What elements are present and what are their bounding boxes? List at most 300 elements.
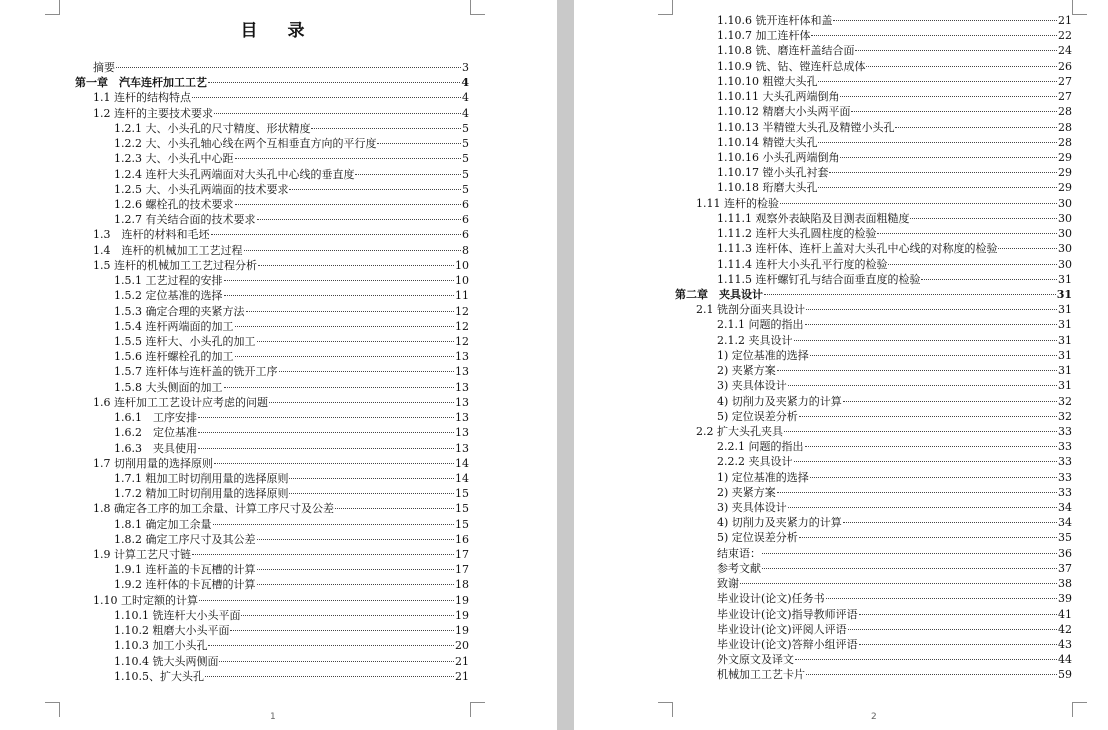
toc-entry-label: 1.11.5 连杆螺钉孔与结合面垂直度的检验 bbox=[717, 272, 921, 286]
toc-entry-page: 11 bbox=[455, 289, 469, 303]
toc-entry-label: 1.5.2 定位基准的选择 bbox=[114, 289, 223, 303]
toc-entry-label: 毕业设计(论文)答辩小组评语 bbox=[717, 638, 858, 652]
toc-entry-page: 4 bbox=[462, 106, 469, 120]
toc-entry-page: 36 bbox=[1058, 546, 1072, 560]
crop-mark bbox=[470, 0, 485, 15]
toc-entry-label: 毕业设计(论文)评阅人评语 bbox=[717, 622, 847, 636]
crop-mark bbox=[658, 702, 673, 717]
dot-leader bbox=[214, 463, 454, 464]
dot-leader bbox=[805, 324, 1058, 325]
dot-leader bbox=[199, 600, 454, 601]
toc-entry[interactable] bbox=[717, 211, 1072, 226]
toc-entry-label: 1.10 工时定额的计算 bbox=[93, 593, 198, 607]
toc-entry-page: 31 bbox=[1058, 303, 1072, 317]
toc-entry-page: 13 bbox=[455, 411, 469, 425]
dot-leader bbox=[289, 478, 454, 479]
toc-entry-label: 1.5.3 确定合理的夹紧方法 bbox=[114, 304, 245, 318]
toc-entry[interactable] bbox=[717, 333, 1072, 348]
toc-entry-page: 31 bbox=[1058, 364, 1072, 378]
dot-leader bbox=[818, 81, 1057, 82]
dot-leader bbox=[855, 50, 1057, 51]
toc-entry-label: 1.8.1 确定加工余量 bbox=[114, 517, 212, 531]
dot-leader bbox=[235, 326, 455, 327]
dot-leader bbox=[810, 355, 1057, 356]
toc-entry-page: 4 bbox=[461, 76, 469, 90]
toc-entry[interactable] bbox=[675, 287, 1072, 302]
toc-entry[interactable] bbox=[717, 409, 1072, 424]
dot-leader bbox=[811, 35, 1057, 36]
crop-mark bbox=[1072, 702, 1087, 717]
toc-entry[interactable] bbox=[93, 456, 469, 471]
toc-entry-page: 33 bbox=[1058, 424, 1072, 438]
dot-leader bbox=[794, 461, 1058, 462]
toc-entry-page: 33 bbox=[1058, 470, 1072, 484]
toc-entry-page: 4 bbox=[462, 91, 469, 105]
toc-entry-page: 8 bbox=[462, 243, 469, 257]
toc-entry[interactable] bbox=[114, 410, 469, 425]
toc-entry[interactable] bbox=[717, 28, 1072, 43]
toc-entry-label: 1.10.9 铣、钻、镗连杆总成体 bbox=[717, 59, 866, 73]
document-page-2 bbox=[574, 0, 1108, 730]
toc-entry-page: 15 bbox=[455, 487, 469, 501]
dot-leader bbox=[777, 492, 1057, 493]
toc-entry[interactable] bbox=[717, 576, 1072, 591]
toc-entry-page: 33 bbox=[1058, 455, 1072, 469]
dot-leader bbox=[799, 416, 1057, 417]
toc-entry[interactable] bbox=[114, 486, 469, 501]
toc-entry-page: 30 bbox=[1058, 227, 1072, 241]
toc-entry-label: 1.2.6 螺栓孔的技术要求 bbox=[114, 197, 234, 211]
toc-entry-label: 1.6.3 夹具使用 bbox=[114, 441, 197, 455]
dot-leader bbox=[764, 294, 1056, 295]
toc-entry[interactable] bbox=[717, 454, 1072, 469]
toc-entry-label: 1.1 连杆的结构特点 bbox=[93, 91, 191, 105]
toc-entry[interactable] bbox=[93, 106, 469, 121]
toc-entry[interactable] bbox=[114, 471, 469, 486]
dot-leader bbox=[851, 111, 1057, 112]
toc-entry[interactable] bbox=[696, 302, 1072, 317]
toc-entry[interactable] bbox=[717, 120, 1072, 135]
toc-entry-page: 59 bbox=[1058, 668, 1072, 682]
toc-entry-label: 参考文献 bbox=[717, 561, 761, 575]
toc-entry-label: 1.10.12 精磨大小头两平面 bbox=[717, 105, 851, 119]
toc-entry-page: 5 bbox=[462, 167, 469, 181]
toc-entry-label: 1.6.2 定位基准 bbox=[114, 426, 197, 440]
toc-entry[interactable] bbox=[717, 226, 1072, 241]
toc-entry[interactable] bbox=[114, 151, 469, 166]
toc-entry[interactable] bbox=[717, 530, 1072, 545]
dot-leader bbox=[224, 280, 455, 281]
toc-entry-page: 12 bbox=[455, 304, 469, 318]
toc-entry-page: 16 bbox=[455, 532, 469, 546]
dot-leader bbox=[246, 311, 455, 312]
toc-entry-page: 28 bbox=[1058, 120, 1072, 134]
toc-entry-page: 29 bbox=[1058, 166, 1072, 180]
toc-entry-label: 1.11.3 连杆体、连杆上盖对大头孔中心线的对称度的检验 bbox=[717, 242, 998, 256]
dot-leader bbox=[198, 448, 454, 449]
toc-entry-page: 6 bbox=[462, 228, 469, 242]
toc-entry-label: 1) 定位基准的选择 bbox=[717, 470, 809, 484]
toc-entry-page: 18 bbox=[455, 578, 469, 592]
toc-entry-page: 12 bbox=[455, 319, 469, 333]
toc-entry[interactable] bbox=[93, 90, 469, 105]
toc-entry[interactable] bbox=[717, 439, 1072, 454]
toc-entry[interactable] bbox=[93, 395, 469, 410]
toc-entry-label: 结束语： bbox=[717, 546, 761, 560]
toc-entry-page: 32 bbox=[1058, 394, 1072, 408]
dot-leader bbox=[780, 203, 1057, 204]
toc-entry[interactable] bbox=[114, 577, 469, 592]
toc-entry[interactable] bbox=[717, 13, 1072, 28]
toc-title: 目 录 bbox=[240, 21, 317, 41]
toc-entry-page: 17 bbox=[455, 563, 469, 577]
dot-leader bbox=[788, 385, 1057, 386]
dot-leader bbox=[848, 629, 1057, 630]
dot-leader bbox=[843, 522, 1057, 523]
toc-entry-label: 1.11 连杆的检验 bbox=[696, 196, 779, 210]
toc-entry-page: 20 bbox=[455, 639, 469, 653]
dot-leader bbox=[289, 493, 454, 494]
dot-leader bbox=[762, 568, 1057, 569]
toc-entry[interactable] bbox=[93, 60, 469, 75]
toc-entry[interactable] bbox=[717, 637, 1072, 652]
toc-entry-label: 1.5.5 连杆大、小头孔的加工 bbox=[114, 334, 256, 348]
dot-leader bbox=[895, 127, 1057, 128]
toc-entry-label: 4) 切削力及夹紧力的计算 bbox=[717, 516, 842, 530]
crop-mark bbox=[658, 0, 673, 15]
dot-leader bbox=[208, 82, 460, 83]
toc-entry-label: 2.2 扩大头孔夹具 bbox=[696, 424, 783, 438]
toc-entry[interactable] bbox=[114, 608, 469, 623]
toc-entry[interactable] bbox=[114, 182, 469, 197]
dot-leader bbox=[257, 219, 462, 220]
toc-entry-label: 摘要 bbox=[93, 61, 115, 74]
toc-entry[interactable] bbox=[717, 241, 1072, 256]
toc-entry-label: 1.10.11 大头孔两端倒角 bbox=[717, 90, 840, 104]
dot-leader bbox=[921, 279, 1057, 280]
toc-entry-label: 1.7.2 精加工时切削用量的选择原则 bbox=[114, 487, 289, 501]
dot-leader bbox=[230, 630, 454, 631]
toc-entry-label: 1.10.5、扩大头孔 bbox=[114, 669, 204, 683]
dot-leader bbox=[762, 553, 1057, 554]
toc-entry-page: 33 bbox=[1058, 440, 1072, 454]
dot-leader bbox=[784, 431, 1057, 432]
toc-entry[interactable] bbox=[114, 425, 469, 440]
dot-leader bbox=[788, 507, 1057, 508]
toc-entry[interactable] bbox=[696, 424, 1072, 439]
toc-entry-label: 1.7.1 粗加工时切削用量的选择原则 bbox=[114, 471, 289, 485]
toc-entry-page: 30 bbox=[1058, 242, 1072, 256]
toc-entry-label: 致谢 bbox=[717, 577, 739, 591]
toc-entry[interactable] bbox=[114, 349, 469, 364]
toc-entry-page: 21 bbox=[1058, 14, 1072, 27]
dot-leader bbox=[810, 477, 1057, 478]
toc-entry-page: 26 bbox=[1058, 59, 1072, 73]
toc-entry-page: 13 bbox=[455, 350, 469, 364]
toc-entry[interactable] bbox=[114, 212, 469, 227]
toc-entry[interactable] bbox=[717, 257, 1072, 272]
toc-entry-page: 19 bbox=[455, 624, 469, 638]
toc-entry-label: 1.2.4 连杆大头孔两端面对大头孔中心线的垂直度 bbox=[114, 167, 355, 181]
toc-entry[interactable] bbox=[717, 104, 1072, 119]
toc-entry-label: 1.5.1 工艺过程的安排 bbox=[114, 274, 223, 288]
dot-leader bbox=[257, 569, 455, 570]
toc-entry-label: 1.2.7 有关结合面的技术要求 bbox=[114, 213, 256, 227]
toc-entry-label: 1) 定位基准的选择 bbox=[717, 348, 809, 362]
toc-entry-label: 1.11.1 观察外表缺陷及目测表面粗糙度 bbox=[717, 211, 910, 225]
toc-entry-page: 39 bbox=[1058, 592, 1072, 606]
toc-entry-page: 31 bbox=[1058, 333, 1072, 347]
toc-entry[interactable] bbox=[717, 180, 1072, 195]
toc-entry-label: 毕业设计(论文)指导教师评语 bbox=[717, 607, 858, 621]
toc-entry[interactable] bbox=[717, 165, 1072, 180]
toc-entry-page: 42 bbox=[1058, 622, 1072, 636]
dot-leader bbox=[257, 341, 455, 342]
crop-mark bbox=[45, 0, 60, 15]
toc-entry-page: 30 bbox=[1058, 196, 1072, 210]
dot-leader bbox=[840, 96, 1057, 97]
toc-entry[interactable] bbox=[717, 272, 1072, 287]
toc-entry[interactable] bbox=[114, 441, 469, 456]
dot-leader bbox=[289, 189, 461, 190]
toc-entry-label: 1.11.4 连杆大小头孔平行度的检验 bbox=[717, 257, 888, 271]
toc-entry[interactable] bbox=[696, 196, 1072, 211]
toc-entry[interactable] bbox=[93, 547, 469, 562]
toc-entry-label: 1.5.4 连杆两端面的加工 bbox=[114, 319, 234, 333]
toc-entry-page: 34 bbox=[1058, 501, 1072, 515]
toc-entry-page: 32 bbox=[1058, 409, 1072, 423]
dot-leader bbox=[235, 356, 455, 357]
toc-entry-page: 38 bbox=[1058, 577, 1072, 591]
toc-entry-label: 1.9.1 连杆盖的卡瓦槽的计算 bbox=[114, 563, 256, 577]
toc-entry-label: 3) 夹具体设计 bbox=[717, 501, 787, 515]
toc-entry-page: 12 bbox=[455, 334, 469, 348]
dot-leader bbox=[224, 387, 455, 388]
dot-leader bbox=[806, 674, 1057, 675]
toc-entry-label: 1.10.17 镗小头孔衬套 bbox=[717, 166, 829, 180]
toc-entry-label: 机械加工工艺卡片 bbox=[717, 668, 805, 682]
toc-entry[interactable] bbox=[93, 501, 469, 516]
toc-entry-page: 14 bbox=[455, 456, 469, 470]
toc-entry-page: 15 bbox=[455, 502, 469, 516]
toc-entry-page: 15 bbox=[455, 517, 469, 531]
dot-leader bbox=[866, 66, 1057, 67]
toc-entry[interactable] bbox=[717, 591, 1072, 606]
dot-leader bbox=[224, 295, 455, 296]
toc-entry[interactable] bbox=[114, 364, 469, 379]
toc-entry[interactable] bbox=[93, 243, 469, 258]
toc-entry-label: 1.4 连杆的机械加工工艺过程 bbox=[93, 243, 243, 257]
toc-entry-label: 5) 定位误差分析 bbox=[717, 409, 798, 423]
dot-leader bbox=[740, 583, 1057, 584]
toc-entry-page: 21 bbox=[455, 669, 469, 683]
toc-entry-label: 1.10.16 小头孔两端倒角 bbox=[717, 150, 840, 164]
toc-entry-label: 1.10.18 珩磨大头孔 bbox=[717, 181, 818, 195]
toc-entry-label: 1.9.2 连杆体的卡瓦槽的计算 bbox=[114, 578, 256, 592]
toc-entry-label: 1.10.6 铣开连杆体和盖 bbox=[717, 14, 833, 27]
toc-entry[interactable] bbox=[717, 515, 1072, 530]
toc-entry[interactable] bbox=[717, 74, 1072, 89]
toc-entry-page: 33 bbox=[1058, 485, 1072, 499]
page-number: 1 bbox=[270, 712, 276, 722]
toc-entry[interactable] bbox=[717, 150, 1072, 165]
dot-leader bbox=[805, 446, 1058, 447]
toc-entry[interactable] bbox=[114, 273, 469, 288]
toc-entry-label: 1.10.1 铣连杆大小头平面 bbox=[114, 608, 241, 622]
toc-entry[interactable] bbox=[717, 607, 1072, 622]
dot-leader bbox=[833, 20, 1057, 21]
page-number: 2 bbox=[871, 712, 877, 722]
toc-entry-label: 2.1 铣剖分面夹具设计 bbox=[696, 303, 805, 317]
toc-entry[interactable] bbox=[717, 394, 1072, 409]
dot-leader bbox=[818, 142, 1057, 143]
toc-entry-page: 37 bbox=[1058, 561, 1072, 575]
dot-leader bbox=[998, 248, 1057, 249]
dot-leader bbox=[269, 402, 454, 403]
toc-entry[interactable] bbox=[114, 638, 469, 653]
toc-entry[interactable] bbox=[717, 500, 1072, 515]
toc-entry[interactable] bbox=[114, 623, 469, 638]
toc-entry-page: 10 bbox=[455, 258, 469, 272]
toc-entry-page: 5 bbox=[462, 121, 469, 135]
toc-entry[interactable] bbox=[717, 378, 1072, 393]
toc-entry[interactable] bbox=[114, 197, 469, 212]
toc-entry[interactable] bbox=[717, 89, 1072, 104]
toc-entry-label: 4) 切削力及夹紧力的计算 bbox=[717, 394, 842, 408]
toc-entry[interactable] bbox=[114, 669, 469, 684]
toc-entry[interactable] bbox=[114, 167, 469, 182]
toc-entry-page: 6 bbox=[462, 213, 469, 227]
toc-entry-label: 1.2 连杆的主要技术要求 bbox=[93, 106, 213, 120]
toc-entry-label: 1.2.2 大、小头孔轴心线在两个互相垂直方向的平行度 bbox=[114, 137, 377, 151]
toc-entry-page: 13 bbox=[455, 365, 469, 379]
toc-entry-label: 1.10.4 铣大头两侧面 bbox=[114, 654, 219, 668]
toc-entry[interactable] bbox=[717, 667, 1072, 682]
toc-entry-label: 1.5.8 大头侧面的加工 bbox=[114, 380, 223, 394]
dot-leader bbox=[377, 143, 461, 144]
toc-entry-page: 3 bbox=[462, 61, 469, 74]
dot-leader bbox=[355, 174, 461, 175]
toc-entry[interactable] bbox=[114, 136, 469, 151]
dot-leader bbox=[116, 67, 461, 68]
dot-leader bbox=[795, 659, 1057, 660]
toc-entry-label: 1.10.10 粗镗大头孔 bbox=[717, 74, 818, 88]
toc-entry-page: 31 bbox=[1058, 272, 1072, 286]
dot-leader bbox=[826, 598, 1057, 599]
toc-entry-page: 13 bbox=[455, 380, 469, 394]
toc-entry[interactable] bbox=[717, 546, 1072, 561]
toc-entry-page: 10 bbox=[455, 274, 469, 288]
toc-entry[interactable] bbox=[717, 317, 1072, 332]
toc-entry[interactable] bbox=[114, 121, 469, 136]
toc-entry[interactable] bbox=[114, 288, 469, 303]
dot-leader bbox=[311, 128, 461, 129]
toc-entry[interactable] bbox=[114, 654, 469, 669]
toc-entry-page: 31 bbox=[1058, 348, 1072, 362]
toc-entry-label: 2.2.2 夹具设计 bbox=[717, 455, 793, 469]
dot-leader bbox=[213, 524, 455, 525]
toc-entry-page: 6 bbox=[462, 197, 469, 211]
toc-entry-page: 30 bbox=[1058, 257, 1072, 271]
toc-entry-label: 1.8.2 确定工序尺寸及其公差 bbox=[114, 532, 256, 546]
toc-entry-label: 1.10.13 半精镗大头孔及精镗小头孔 bbox=[717, 120, 895, 134]
toc-entry-page: 22 bbox=[1058, 29, 1072, 43]
toc-entry-page: 5 bbox=[462, 137, 469, 151]
toc-entry[interactable] bbox=[93, 227, 469, 242]
toc-entry[interactable] bbox=[717, 622, 1072, 637]
toc-entry[interactable] bbox=[717, 485, 1072, 500]
toc-entry-page: 13 bbox=[455, 395, 469, 409]
toc-entry-page: 35 bbox=[1058, 531, 1072, 545]
toc-entry[interactable] bbox=[75, 75, 469, 90]
toc-entry-label: 3) 夹具体设计 bbox=[717, 379, 787, 393]
toc-entry-page: 19 bbox=[455, 593, 469, 607]
toc-entry[interactable] bbox=[717, 348, 1072, 363]
toc-entry[interactable] bbox=[717, 561, 1072, 576]
toc-entry[interactable] bbox=[114, 532, 469, 547]
toc-entry-page: 31 bbox=[1058, 379, 1072, 393]
toc-entry-page: 31 bbox=[1056, 287, 1072, 301]
toc-entry[interactable] bbox=[114, 380, 469, 395]
toc-entry-label: 第二章 夹具设计 bbox=[675, 287, 763, 301]
toc-entry-page: 41 bbox=[1058, 607, 1072, 621]
dot-leader bbox=[818, 187, 1057, 188]
dot-leader bbox=[208, 645, 454, 646]
toc-entry-label: 2.1.1 问题的指出 bbox=[717, 318, 804, 332]
toc-entry[interactable] bbox=[114, 562, 469, 577]
toc-entry[interactable] bbox=[93, 593, 469, 608]
toc-entry[interactable] bbox=[114, 304, 469, 319]
toc-entry-page: 30 bbox=[1058, 211, 1072, 225]
toc-entry[interactable] bbox=[114, 319, 469, 334]
dot-leader bbox=[794, 340, 1058, 341]
dot-leader bbox=[198, 417, 454, 418]
dot-leader bbox=[219, 661, 454, 662]
toc-entry[interactable] bbox=[717, 363, 1072, 378]
toc-entry-label: 2.2.1 问题的指出 bbox=[717, 440, 804, 454]
crop-mark bbox=[1072, 0, 1087, 15]
toc-entry-label: 1.6.1 工序安排 bbox=[114, 411, 197, 425]
toc-entry[interactable] bbox=[717, 59, 1072, 74]
dot-leader bbox=[335, 508, 454, 509]
toc-entry-label: 1.10.2 粗磨大小头平面 bbox=[114, 624, 230, 638]
toc-entry-page: 13 bbox=[455, 426, 469, 440]
toc-entry-label: 2) 夹紧方案 bbox=[717, 485, 776, 499]
dot-leader bbox=[258, 265, 454, 266]
crop-mark bbox=[470, 702, 485, 717]
toc-entry[interactable] bbox=[717, 470, 1072, 485]
toc-entry[interactable] bbox=[114, 334, 469, 349]
toc-entry-label: 1.10.14 精镗大头孔 bbox=[717, 135, 818, 149]
page-gutter bbox=[557, 0, 574, 730]
dot-leader bbox=[214, 113, 461, 114]
dot-leader bbox=[840, 157, 1057, 158]
toc-entry-label: 1.5.6 连杆螺栓孔的加工 bbox=[114, 350, 234, 364]
toc-entry-page: 27 bbox=[1058, 90, 1072, 104]
toc-entry-page: 28 bbox=[1058, 135, 1072, 149]
toc-entry[interactable] bbox=[717, 135, 1072, 150]
toc-entry-page: 27 bbox=[1058, 74, 1072, 88]
toc-entry-label: 1.11.2 连杆大头孔圆柱度的检验 bbox=[717, 227, 877, 241]
toc-entry[interactable] bbox=[93, 258, 469, 273]
toc-entry[interactable] bbox=[717, 652, 1072, 667]
dot-leader bbox=[799, 537, 1057, 538]
dot-leader bbox=[829, 172, 1057, 173]
toc-entry-page: 29 bbox=[1058, 181, 1072, 195]
toc-entry[interactable] bbox=[717, 43, 1072, 58]
toc-entry[interactable] bbox=[114, 517, 469, 532]
dot-leader bbox=[257, 539, 455, 540]
